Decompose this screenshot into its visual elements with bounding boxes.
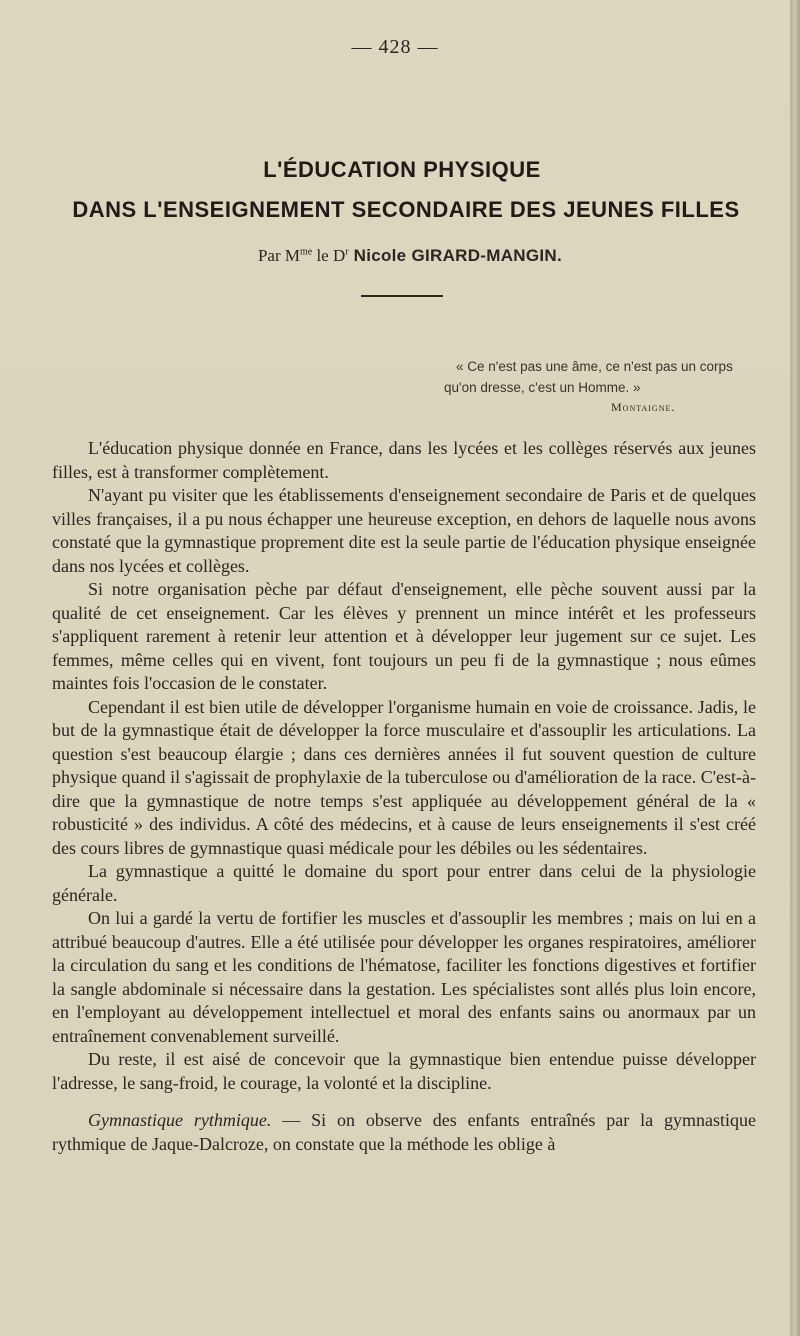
- section-paragraph: [52, 1109, 756, 1156]
- byline: [0, 246, 800, 266]
- article-body: [52, 437, 756, 1156]
- article-title-line-2: DANS L'ENSEIGNEMENT SECONDAIRE DES JEUNES FILLES: [72, 197, 740, 222]
- title-divider: [361, 295, 443, 297]
- page-edge: [790, 0, 800, 1336]
- paragraph: La gymnastique a quitté le domaine du sport pour entrer dans celui de la physiologie générale.: [52, 861, 756, 905]
- paragraph: Si notre organisation pèche par défaut d'enseignement, elle pèche souvent aussi par la qualité de cet enseignement. Car les élèves y prennent un mince intérêt et les professeurs s'appliquent rarement à retenir leur attention et à développer leur jugement sur ce sujet. Les femmes, même celles qui en vivent, font toujours un peu fi de la gymnastique ; nous eûmes maintes fois l'occasion de le constater.: [52, 579, 756, 693]
- epigraph: [444, 356, 776, 398]
- paragraph: Du reste, il est aisé de concevoir que la gymnastique bien entendue puisse développer l'adresse, le sang-froid, le courage, la volonté et la discipline.: [52, 1049, 756, 1093]
- paragraph: N'ayant pu visiter que les établissements d'enseignement secondaire de Paris et de quelques villes françaises, il a pu nous échapper une heureuse exception, en dehors de laquelle nous avons constaté que la gymnastique proprement dite est la seule partie de l'éducation physique enseignée dans nos lycées et collèges.: [52, 485, 756, 576]
- epigraph-line-2: qu'on dresse, c'est un Homme. »: [444, 380, 641, 395]
- byline-title: le D: [312, 246, 346, 265]
- byline-prefix: Par M: [257, 246, 300, 265]
- paragraph: On lui a gardé la vertu de fortifier les muscles et d'assouplir les membres ; mais on lui en a attribué beaucoup d'autres. Elle a été utilisée pour développer les organes respiratoires, améliorer la circulation du sang et les conditions de l'hématose, faciliter les fonctions digestives et fortifier la sangle abdominale si nécessaire dans la gestation. Les spécialistes sont allés plus loin encore, en l'employant au développement intellectuel et moral des enfants sains ou anormaux par un entraînement convenablement surveillé.: [52, 908, 756, 1046]
- page-number: — 428 —: [351, 36, 439, 58]
- author-name: Nicole GIRARD-MANGIN.: [348, 246, 563, 265]
- section-heading: Gymnastique rythmique.: [88, 1110, 272, 1130]
- article-title-line-1: L'ÉDUCATION PHYSIQUE: [263, 157, 541, 182]
- byline-superscript-r: r: [345, 246, 349, 258]
- paragraph: Cependant il est bien utile de développer l'organisme humain en voie de croissance. Jadis, le but de la gymnastique était de développer la force musculaire et d'assouplir les articulations. La question s'est beaucoup élargie ; dans ces dernières années il fut souvent question de culture physique quand il s'agissait de prophylaxie de la tuberculose ou d'amélioration de la race. C'est-à-dire que la gymnastique de notre temps s'est appliquée au développement général de la « robusticité » des individus. A côté des médecins, et à cause de leurs enseignements il s'est créé des cours libres de gymnastique quasi médicale pour les débiles ou les sédentaires.: [52, 696, 756, 858]
- epigraph-attribution: Montaigne.: [611, 400, 676, 414]
- paragraph: L'éducation physique donnée en France, dans les lycées et les collèges réservés aux jeunes filles, est à transformer complètement.: [52, 438, 756, 482]
- section-text: — Si on observe des enfants entraînés par la gymnastique rythmique de Jaque-Dalcroze, on constate que la méthode les oblige à: [52, 1110, 757, 1154]
- epigraph-line-1: « Ce n'est pas une âme, ce n'est pas un corps: [456, 359, 733, 374]
- byline-superscript-me: me: [299, 246, 313, 258]
